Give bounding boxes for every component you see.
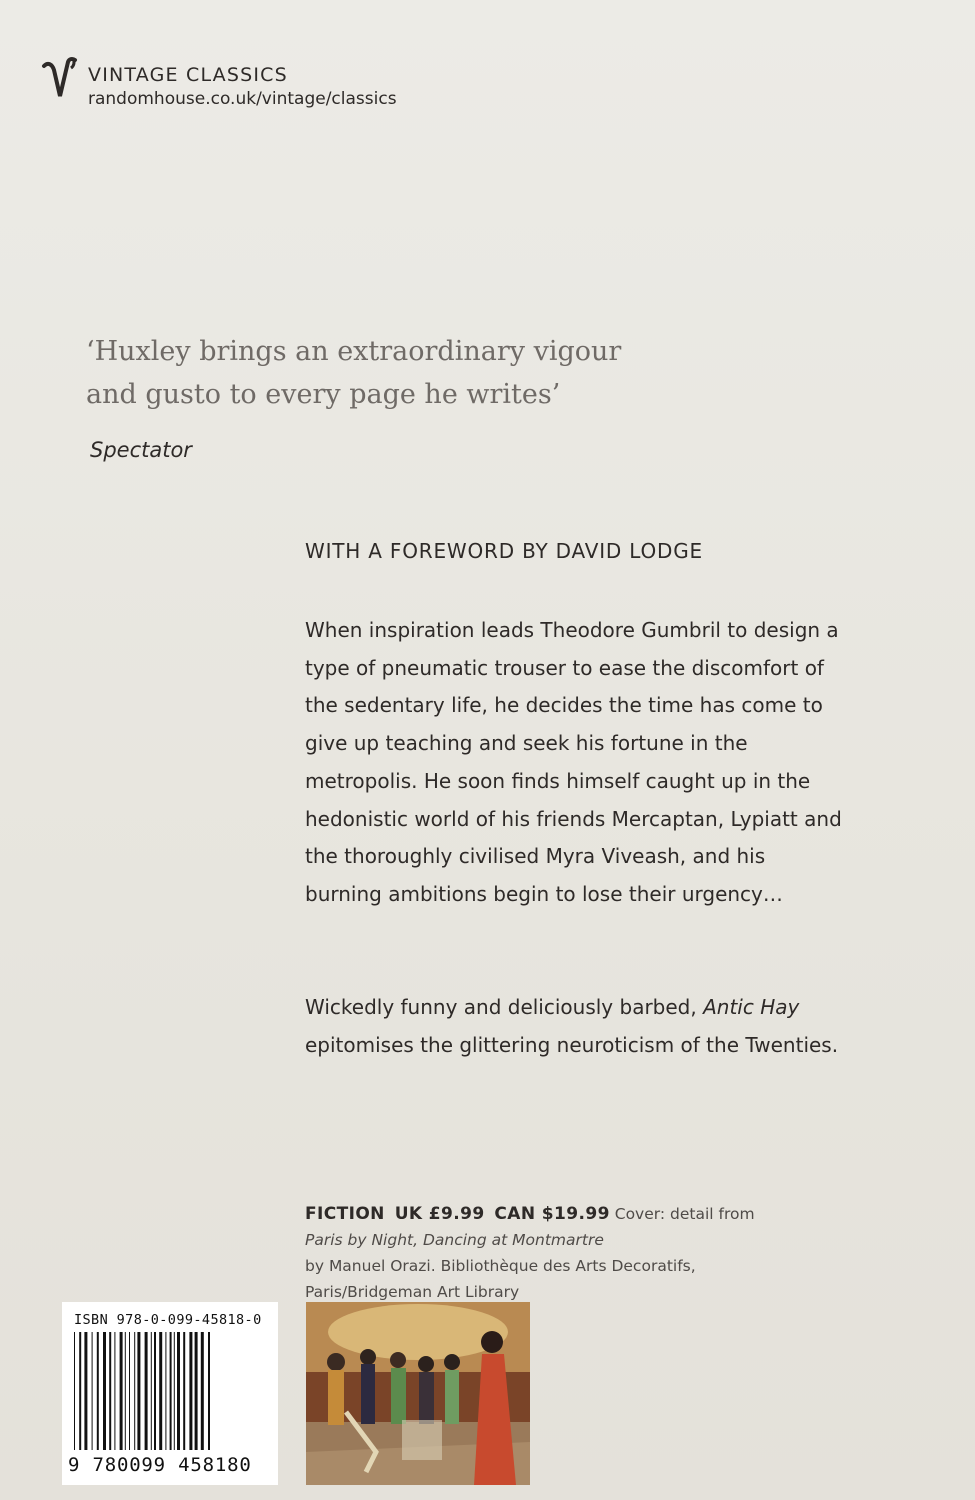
barcode — [62, 1302, 278, 1485]
quote-line: and gusto to every page he writes’ — [86, 379, 561, 410]
barcode-bars — [72, 1332, 272, 1450]
quote-line: ‘Huxley brings an extraordinary vigour — [86, 336, 622, 367]
foreword-credit: WITH A FOREWORD BY DAVID LODGE — [305, 539, 703, 563]
synopsis-paragraph: When inspiration leads Theodore Gumbril to design a type of pneumatic trouser to ease the discomfort of the sedentary life, he decides the time has come to give up teaching and seek his fortune in the metropolis. He soon finds himself caught up in the hedonistic world of his friends Mercaptan, Lypiatt and the thoroughly civilised Myra Viveash, and his burning ambitions begin to lose their urgency… — [305, 618, 842, 906]
publisher-website: randomhouse.co.uk/vintage/classics — [88, 89, 397, 109]
synopsis-text: Wickedly funny and deliciously barbed, — [305, 995, 704, 1019]
artwork-credit: by Manuel Orazi. Bibliothèque des Arts Decoratifs, Paris/Bridgeman Art Library — [305, 1257, 696, 1301]
review-quote — [86, 330, 706, 416]
imprint-name: VINTAGE CLASSICS — [88, 64, 288, 86]
cover-art-thumbnail — [306, 1302, 530, 1485]
synopsis-closing — [305, 989, 845, 1064]
price-can: CAN $19.99 — [494, 1204, 610, 1224]
book-title: Antic Hay — [703, 995, 800, 1019]
cover-credit: Cover: detail from — [614, 1205, 755, 1223]
price-uk: UK £9.99 — [394, 1204, 485, 1224]
price-and-credits — [305, 1201, 825, 1305]
synopsis-text: epitomises the glittering neuroticism of the Twenties. — [305, 1032, 839, 1057]
dancing-painting-image — [306, 1302, 530, 1485]
isbn-text: ISBN 978-0-099-45818-0 — [74, 1312, 262, 1328]
category-label: FICTION — [305, 1204, 385, 1224]
ean-number: 9 780099 458180 — [68, 1454, 252, 1476]
synopsis-paragraph — [305, 989, 845, 1064]
artwork-title: Paris by Night, Dancing at Montmartre — [305, 1231, 604, 1249]
v-logo-icon — [40, 56, 80, 108]
synopsis — [305, 612, 845, 914]
quote-source: Spectator — [90, 438, 192, 462]
